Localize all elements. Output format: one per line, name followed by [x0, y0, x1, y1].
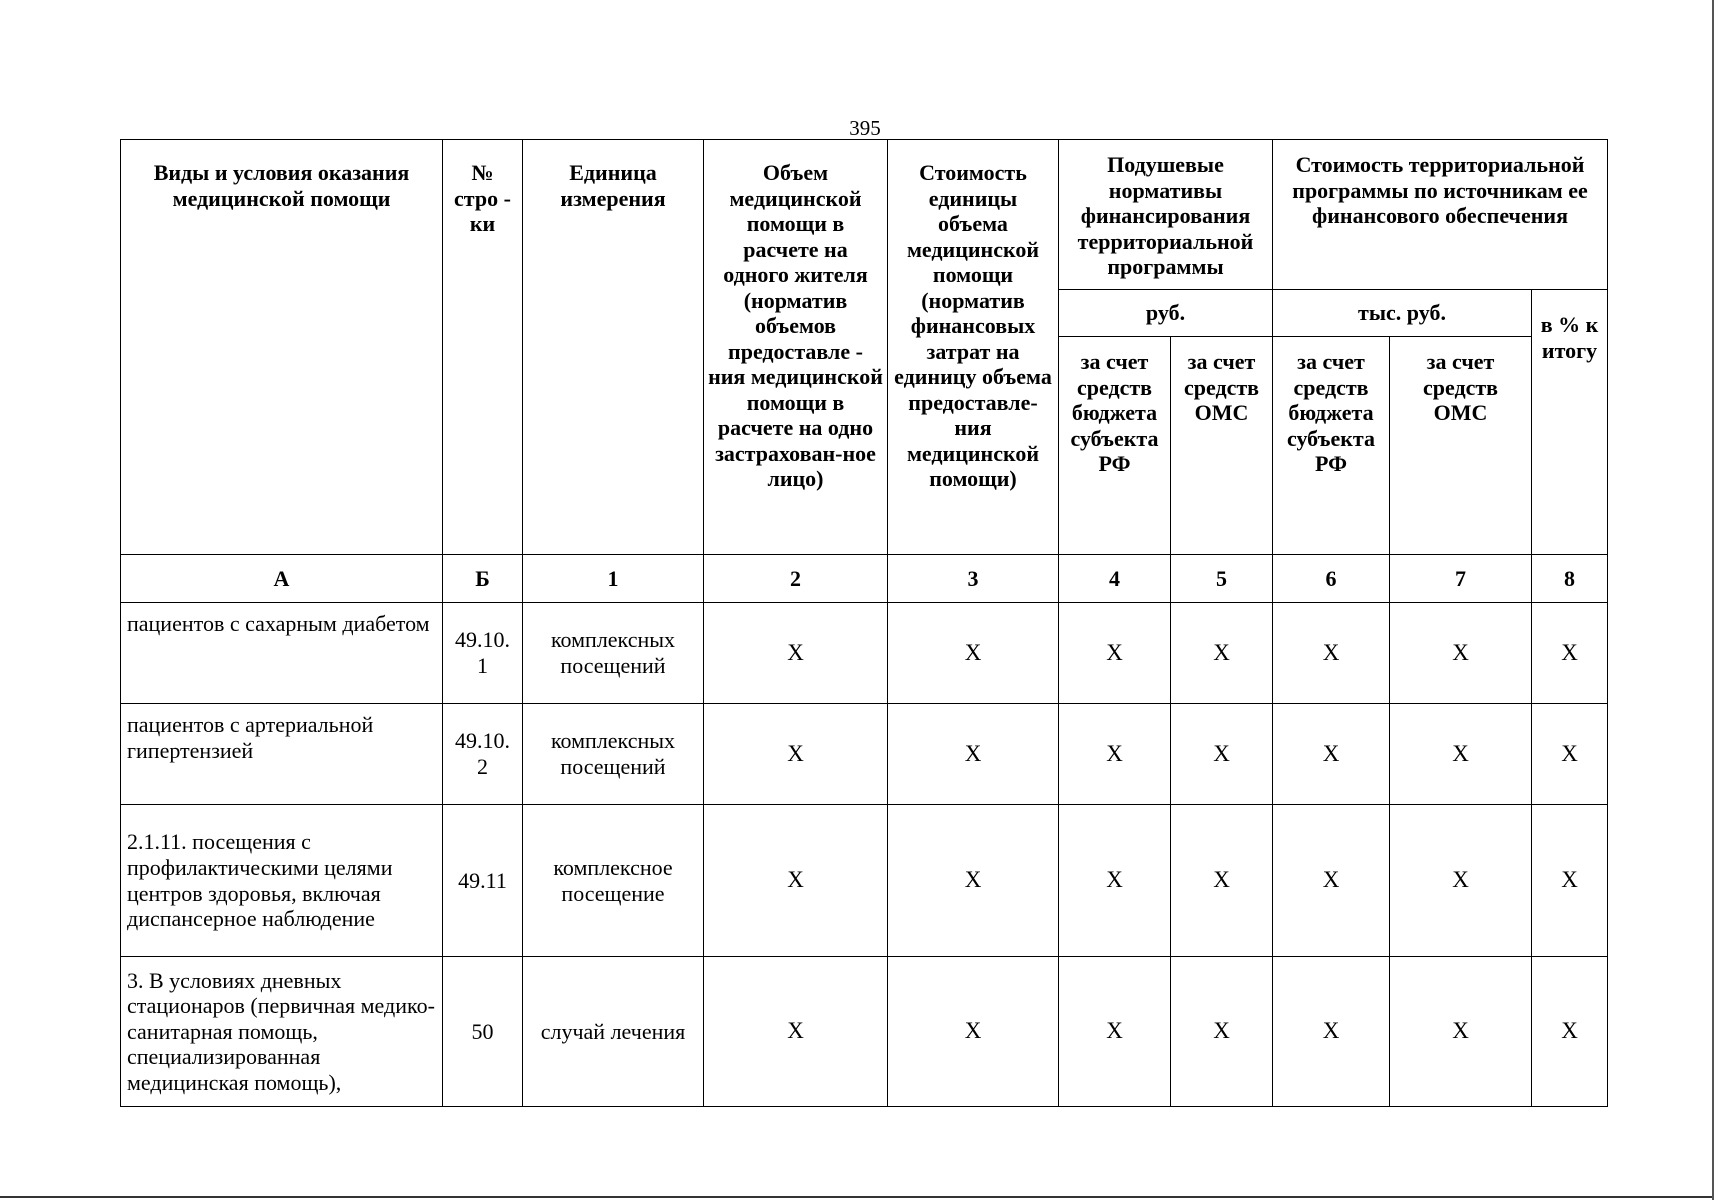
index-cell: Б: [443, 555, 523, 603]
row-value: X: [1390, 704, 1532, 805]
table-row: [121, 603, 1608, 704]
header-budget-rf-rub: за счет средств бюджета субъекта РФ: [1059, 337, 1171, 555]
row-line-number: 49.11: [443, 805, 523, 957]
table-row: [121, 957, 1608, 1107]
row-unit: случай лечения: [523, 957, 704, 1107]
row-value: X: [704, 603, 888, 704]
index-cell: 8: [1532, 555, 1608, 603]
header-unit-cost: Стоимость единицы объема медицинской помощи (норматив финансовых затрат на единицу объема предоставле-ния медицинской помощи): [888, 140, 1059, 555]
row-value: X: [1171, 805, 1273, 957]
row-value: X: [1532, 805, 1608, 957]
row-value: X: [1390, 805, 1532, 957]
index-cell: 4: [1059, 555, 1171, 603]
row-value: X: [1059, 805, 1171, 957]
header-unit-thousand-rub: тыс. руб.: [1273, 290, 1532, 337]
row-value: X: [888, 805, 1059, 957]
row-value: X: [1273, 704, 1390, 805]
header-unit-rub: руб.: [1059, 290, 1273, 337]
row-value: X: [888, 957, 1059, 1107]
header-oms-thousand: за счет средств ОМС: [1390, 337, 1532, 555]
row-value: X: [888, 704, 1059, 805]
row-value: X: [1171, 957, 1273, 1107]
row-value: X: [704, 704, 888, 805]
row-value: X: [888, 603, 1059, 704]
header-percent-of-total: в % к итогу: [1532, 290, 1608, 555]
row-value: X: [1273, 603, 1390, 704]
row-line-number: 49.10. 2: [443, 704, 523, 805]
table-row: [121, 704, 1608, 805]
index-cell: 1: [523, 555, 704, 603]
medical-care-table: [120, 139, 1608, 1107]
row-value: X: [1532, 957, 1608, 1107]
header-oms-rub: за счет средств ОМС: [1171, 337, 1273, 555]
row-value: X: [1273, 957, 1390, 1107]
row-value: X: [1390, 603, 1532, 704]
row-value: X: [1390, 957, 1532, 1107]
row-value: X: [1273, 805, 1390, 957]
row-name: 3. В условиях дневных стационаров (первичная медико-санитарная помощь, специализированная медицинская помощь),: [121, 957, 443, 1107]
row-name: 2.1.11. посещения с профилактическими целями центров здоровья, включая диспансерное наблюдение: [121, 805, 443, 957]
row-name: пациентов с сахарным диабетом: [121, 603, 443, 704]
row-value: X: [1059, 704, 1171, 805]
header-unit: Единица измерения: [523, 140, 704, 555]
row-value: X: [1532, 603, 1608, 704]
index-cell: 5: [1171, 555, 1273, 603]
index-cell: 3: [888, 555, 1059, 603]
index-cell: 2: [704, 555, 888, 603]
row-value: X: [1171, 603, 1273, 704]
row-unit: комплексных посещений: [523, 603, 704, 704]
header-line-number: № стро - ки: [443, 140, 523, 555]
index-cell: 6: [1273, 555, 1390, 603]
index-cell: А: [121, 555, 443, 603]
row-value: X: [704, 805, 888, 957]
page-number: 395: [849, 116, 881, 140]
page-bottom-edge: [0, 1196, 1714, 1198]
row-value: X: [1059, 603, 1171, 704]
row-unit: комплексное посещение: [523, 805, 704, 957]
row-name: пациентов с артериальной гипертензией: [121, 704, 443, 805]
header-budget-rf-thousand: за счет средств бюджета субъекта РФ: [1273, 337, 1390, 555]
row-value: X: [1171, 704, 1273, 805]
header-per-capita-group: Подушевые нормативы финансирования территориальной программы: [1059, 140, 1273, 290]
row-value: X: [1059, 957, 1171, 1107]
row-value: X: [1532, 704, 1608, 805]
header-program-cost-group: Стоимость территориальной программы по источникам ее финансового обеспечения: [1273, 140, 1608, 290]
index-cell: 7: [1390, 555, 1532, 603]
header-care-type: Виды и условия оказания медицинской помощи: [121, 140, 443, 555]
table-row: [121, 805, 1608, 957]
row-line-number: 49.10. 1: [443, 603, 523, 704]
row-value: X: [704, 957, 888, 1107]
header-volume-per-resident: Объем медицинской помощи в расчете на одного жителя (норматив объемов предоставле - ния медицинской помощи в расчете на одно застрахован-ное лицо): [704, 140, 888, 555]
row-unit: комплексных посещений: [523, 704, 704, 805]
row-line-number: 50: [443, 957, 523, 1107]
